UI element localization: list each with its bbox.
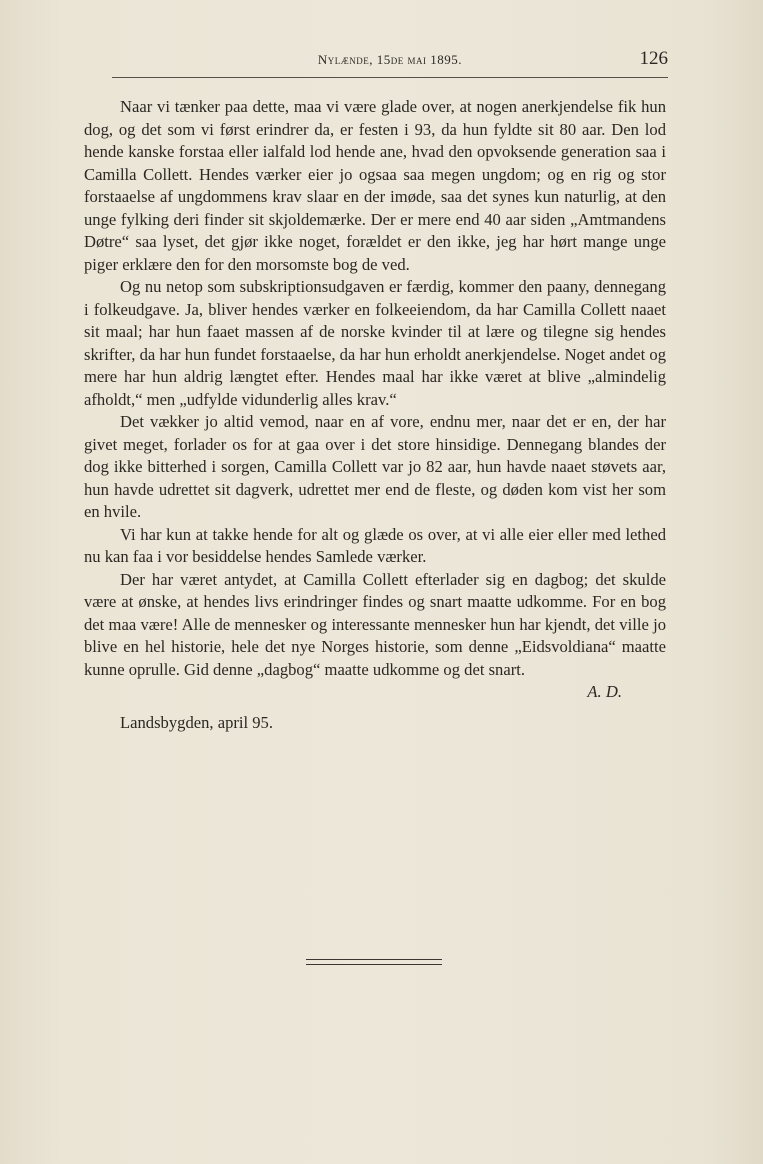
page-number: 126 [639,48,668,69]
paragraph: Og nu netop som subskriptionsudgaven er færdig, kommer den paany, dennegang i folkeudgave. Ja, bliver hendes værker en folkeeiendom, da har Camilla Collett naaet sit maal; har hun faaet massen af de norske kvinder til at lære og tilegne sig hendes skrifter, da har hun fundet forstaaelse, da har hun erholdt anerkjendelse. Noget andet og mere har hun aldrig længtet efter. Hendes maal har ikke været at blive „almindelig afholdt,“ men „udfylde vidunderlig alles krav.“ [84,277,666,409]
article-body [84,96,666,734]
place-date-line: Landsbygden, april 95. [120,712,273,732]
end-rule-top [306,959,442,960]
paragraph: Der har været antydet, at Camilla Collett efterlader sig en dagbog; det skulde være at ønske, at hendes livs erindringer findes og snart maatte udkomme. For en bog det maa være! Alle de mennesker og interessante mennesker hun har kjendt, det ville jo blive en hel historie, hele det nye Norges historie, som denne „Eidsvoldiana“ maatte kunne oprulle. Gid denne „dagbog“ maatte udkomme og det snart. [84,569,666,679]
page-header [112,46,668,76]
paragraph: Vi har kun at takke hende for alt og glæde os over, at vi alle eier eller med lethed nu kan faa i vor besiddelse hendes Samlede værker. [84,524,666,566]
paragraph: Det vækker jo altid vemod, naar en af vore, endnu mer, naar det er en, der har givet meget, forlader os for at gaa over i det store hinsidige. Dennegang blandes der dog ikke bitterhed i sorgen, Camilla Collett var jo 82 aar, hun havde naaet støvets aar, hun havde udrettet sit dagverk, udrettet mer end de fleste, og døden kom vist her som en hvile. [84,412,666,521]
author-signature: A. D. [587,682,622,701]
paragraph: Naar vi tænker paa dette, maa vi være glade over, at nogen anerkjendelse fik hun dog, og det som vi først erindrer da, er festen i 93, da hun fyldte sit 80 aar. Den lod hende kanske forstaa eller ialfald lod hende ane, hvad den opvoksende generation saa i Camilla Collett. Hendes værker eier jo ogsaa saa megen ungdom; og en rig og stor forstaaelse af ungdommens krav slaar en der imøde, saa det synes kun naturlig, at den unge fylking deri finder sit skjoldemærke. Der er mere end 40 aar siden „Amtmandens Døtre“ saa lyset, det gjør ikke noget, forældet er den ikke, jeg har hørt mange unge piger erklære den for den morsomste bog de ved. [84,97,666,274]
end-rule-bottom [306,964,442,965]
running-head: Nylænde, 15de mai 1895. [317,52,463,67]
header-rule [112,77,668,78]
